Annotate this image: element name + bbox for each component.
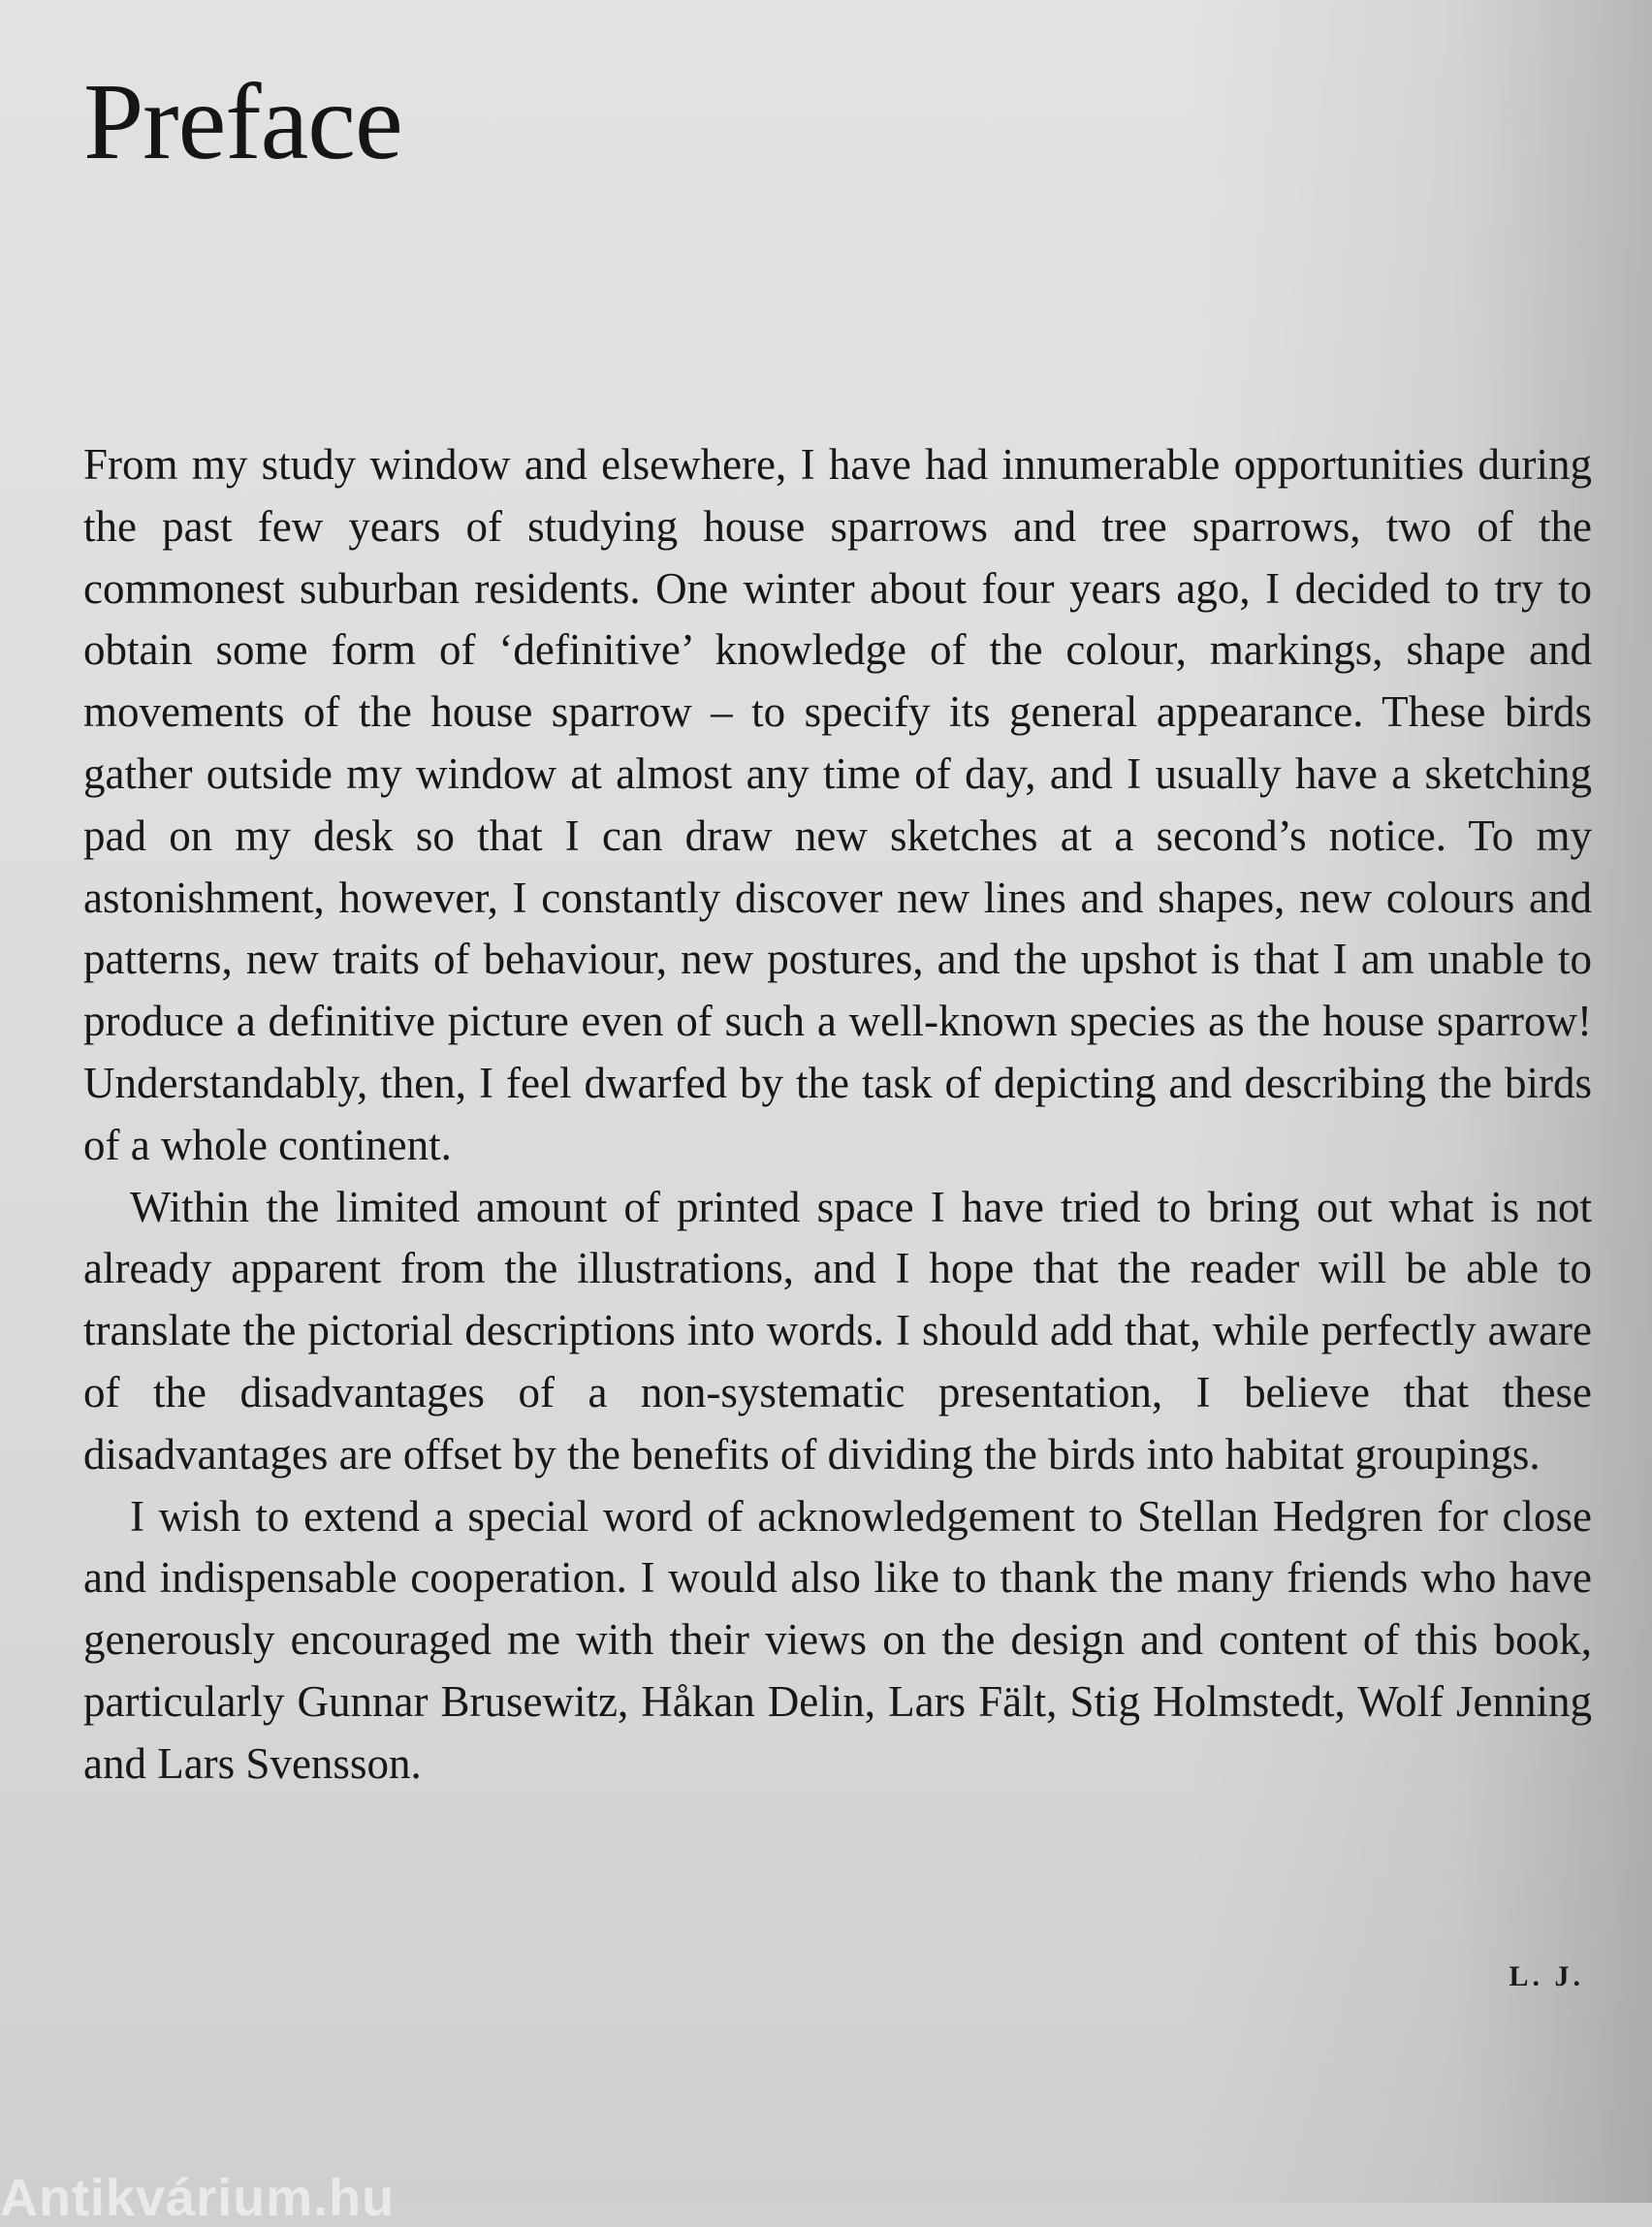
paragraph-3: I wish to extend a special word of acknowledgement to Stellan Hedgren for close and indispensable cooperation. I would also like to thank the many friends who have generously encouraged me with their views on the design and content of this book, particularly Gunnar Brusewitz, Håkan Delin, Lars Fält, Stig Holmstedt, Wolf Jenning and Lars Svensson. xyxy=(83,1491,1592,1788)
paragraph-2: Within the limited amount of printed space I have tried to bring out what is not already apparent from the illustrations, and I hope that the reader will be able to translate the pictorial descriptions into words. I should add that, while perfectly aware of the disadvantages of a non-systematic presentation, I believe that these disadvantages are offset by the benefits of dividing the birds into habitat groupings. xyxy=(83,1182,1592,1479)
preface-body xyxy=(83,434,1592,1796)
paragraph-1: From my study window and elsewhere, I have had innumerable opportunities during the past few years of studying house sparrows and tree sparrows, two of the commonest suburban residents. One winter about four years ago, I decided to try to obtain some form of ‘definitive’ knowledge of the colour, markings, shape and movements of the house sparrow – to specify its general appearance. These birds gather outside my window at almost any time of day, and I usually have a sketching pad on my desk so that I can draw new sketches at a second’s notice. To my astonishment, however, I constantly discover new lines and shapes, new colours and patterns, new traits of behaviour, new postures, and the upshot is that I am unable to produce a definitive picture even of such a well-known species as the house sparrow! Understandably, then, I feel dwarfed by the task of depicting and describing the birds of a whole continent. xyxy=(83,440,1592,1169)
page-title: Preface xyxy=(83,62,402,182)
watermark: Antikvárium.hu xyxy=(0,2169,396,2227)
author-initials: L. J. xyxy=(1509,1960,1584,1992)
